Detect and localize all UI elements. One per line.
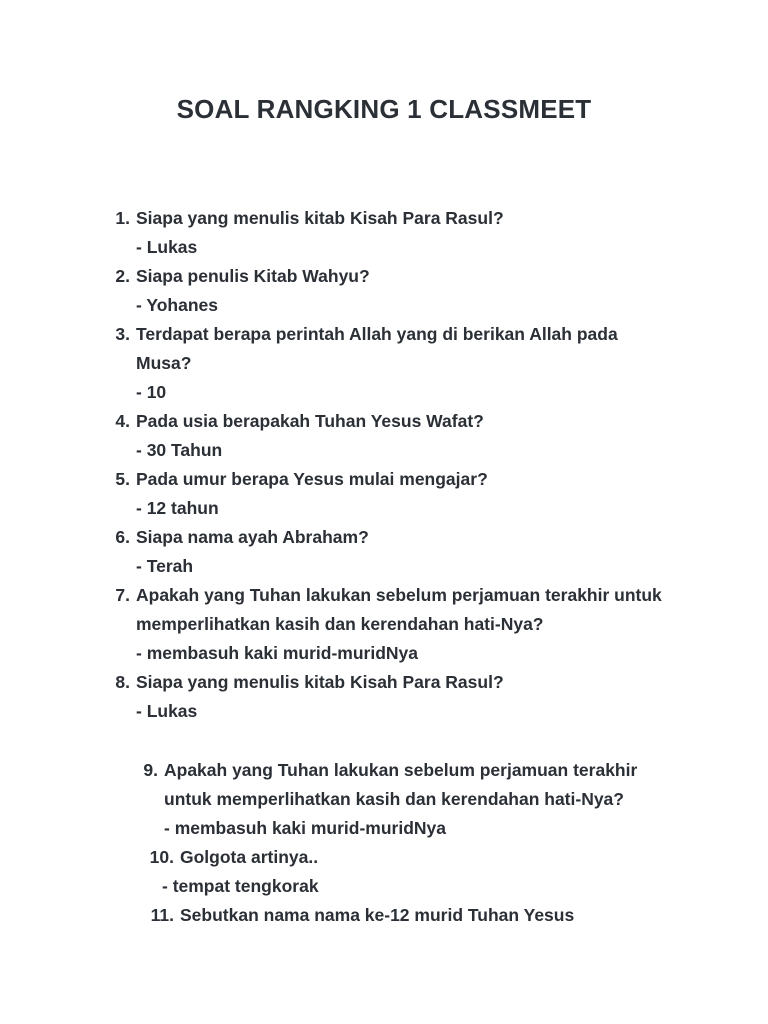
list-item (108, 581, 708, 668)
item-number: 11. (150, 905, 174, 925)
list-item (138, 843, 698, 901)
question-text: Pada umur berapa Yesus mulai mengajar? (136, 469, 488, 489)
list-item (108, 262, 708, 320)
question-list-1 (108, 204, 708, 726)
item-number: 7. (115, 585, 130, 605)
question-text: Siapa yang menulis kitab Kisah Para Rasul? (136, 208, 504, 228)
answer-text: - Lukas (136, 237, 198, 257)
answer-text: - Terah (136, 556, 194, 576)
question-text: Siapa nama ayah Abraham? (136, 527, 369, 547)
answer-text: - 10 (136, 382, 167, 402)
list-item (108, 523, 708, 581)
list-item (138, 901, 698, 930)
answer-text: - membasuh kaki murid-muridNya (164, 818, 447, 838)
question-text: Golgota artinya.. (180, 847, 319, 867)
question-text: Terdapat berapa perintah Allah yang di berikan Allah pada Musa? (136, 324, 618, 373)
question-text: Sebutkan nama nama ke-12 murid Tuhan Yesus (180, 905, 575, 925)
item-number: 2. (115, 266, 130, 286)
answer-text: - 12 tahun (136, 498, 219, 518)
answer-text: - membasuh kaki murid-muridNya (136, 643, 419, 663)
item-number: 3. (115, 324, 130, 344)
list-item (138, 756, 698, 843)
item-number: 8. (115, 672, 130, 692)
answer-text: - tempat tengkorak (162, 876, 319, 896)
answer-text: - Lukas (136, 701, 198, 721)
answer-text: - 30 Tahun (136, 440, 223, 460)
item-number: 9. (143, 760, 158, 780)
list-item (108, 668, 708, 726)
question-text: Apakah yang Tuhan lakukan sebelum perjamuan terakhir untuk memperlihatkan kasih dan kerendahan hati-Nya? (136, 585, 662, 634)
list-item (108, 465, 708, 523)
page-title: SOAL RANGKING 1 CLASSMEET (176, 94, 592, 124)
question-text: Pada usia berapakah Tuhan Yesus Wafat? (136, 411, 484, 431)
item-number: 10. (149, 847, 174, 867)
list-item (108, 204, 708, 262)
question-text: Siapa penulis Kitab Wahyu? (136, 266, 370, 286)
item-number: 1. (115, 208, 130, 228)
question-list-2 (138, 756, 698, 930)
item-number: 5. (115, 469, 130, 489)
list-item (108, 320, 708, 407)
question-text: Siapa yang menulis kitab Kisah Para Rasul? (136, 672, 504, 692)
item-number: 6. (115, 527, 130, 547)
item-number: 4. (115, 411, 130, 431)
list-item (108, 407, 708, 465)
answer-text: - Yohanes (136, 295, 219, 315)
question-text: Apakah yang Tuhan lakukan sebelum perjamuan terakhir untuk memperlihatkan kasih dan kerendahan hati-Nya? (164, 760, 638, 809)
